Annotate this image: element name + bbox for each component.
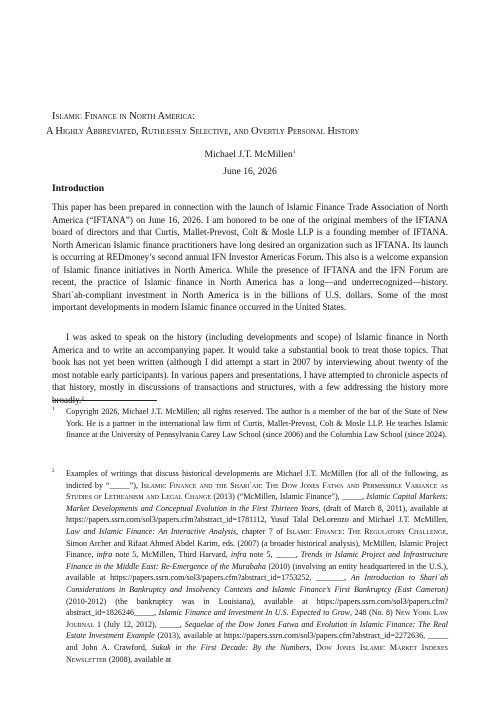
fn2-segment: , Simon Archer and Rifaat Ahmed Abdel Karim, eds. (2007) (a broader historical analysis), McMillen, Islamic Project Finance, (66, 526, 448, 560)
fn2-segment: (2010-2012) (the bankruptcy was in Louisiana), available at https://papers.ssrn.com/sol3/papers.cfm?abstract_id=1826246_____, (66, 596, 448, 618)
fn2-signal: infra (230, 550, 247, 560)
author-line (52, 146, 448, 161)
section-heading: Introduction (52, 183, 105, 194)
paragraph-2-text: I was asked to speak on the history (including developments and scope) of Islamic finance in North America and to write an accompanying paper. It would take a substantial book to treat those topics. That book has not yet been written (although I did attempt a start in 2007 by interviewing about twenty of the most notable early participants). In various papers and presentations, I have attempted to chronicle aspects of that history, mostly in discussions of transactions and structures, with a few addressing the history more broadly. (52, 332, 448, 405)
fn2-segment: (2008), available at (106, 654, 172, 664)
fn2-article-title: An Introduction to Shari`ah Considerations in Bankruptcy and Insolvency Contexts and Islamic Finance’s First Bankruptcy (East Cameron) (66, 573, 448, 594)
fn2-article-title: Islamic Finance and Investment In U.S. Expected to Grow (158, 608, 350, 618)
fn2-article-title: Law and Islamic Finance: An Interactive Analysis (66, 526, 237, 536)
author-name: Michael J.T. McMillen (204, 149, 293, 160)
fn2-segment: 1 (July 12, 2012), _____, (94, 619, 185, 629)
paper-title-line2: A Highly Abbreviated, Ruthlessly Selective, and Overtly Personal History (46, 126, 360, 137)
fn2-book-title: Islamic Finance and the Shari`ah: The Dow Jones Fatwa and Permissible Variance as Studies of Letheanism and Legal Change (66, 480, 448, 502)
fn2-book-title: Islamic Finance: The Regulatory Challenge (286, 526, 446, 536)
paper-date: June 16, 2026 (223, 166, 277, 177)
fn2-segment: note 5, McMillen, Third Harvard, (112, 550, 231, 560)
fn2-article-title: Sukuk in the First Decade: By the Numbers (151, 642, 310, 652)
fn2-article-title: Islamic Capital Markets: Market Developments and Conceptual Evolution in the First Thirteen Years, (66, 492, 448, 513)
fn2-segment: , (309, 642, 317, 652)
fn2-segment: (2010) (involving an entity headquartered in the U.S.), available at https://papers.ssrn.com/sol3/papers.cfm?abstract_id=1753252, _______, (66, 561, 449, 583)
footnote-divider (52, 400, 157, 401)
paragraph-2 (52, 331, 448, 406)
fn2-segment: (2013) (“McMillen, Islamic Finance”), _____, (211, 492, 367, 502)
fn2-segment: (2013), available at https://papers.ssrn.com/sol3/papers.cfm?abstract_id=2272636, _____ and John A. Crawford, (66, 631, 448, 652)
footnote-1-text: Copyright 2026, Michael J.T. McMillen; all rights reserved. The author is a member of the bar of the State of New York. He is a partner in the international law firm of Curtis, Mallet-Prevost, Colt & Mosle LLP. He teaches Islamic finance at the University of Pennsylvania Carey Law School (since 2006) and the Columbia Law School (since 2024). (66, 407, 448, 440)
footnote-2-number: 2 (52, 469, 55, 474)
fn2-journal: New York Law Journal (66, 608, 448, 629)
fn2-article-title: Trends in Islamic Project and Infrastructure Finance in the Middle East: Re-Emergence of the Murabaha (66, 550, 448, 571)
fn2-signal: infra (96, 550, 113, 560)
fn2-segment: note 5, _____, (246, 550, 301, 560)
fn2-segment: , chapter 7 of (236, 526, 287, 536)
author-footnote-mark: 1 (292, 149, 296, 155)
footnote-2 (52, 468, 448, 665)
footnote-2-mark: 2 (81, 396, 84, 402)
paper-title-line1: Islamic Finance in North America: (52, 111, 196, 122)
footnote-1-number: 1 (52, 407, 55, 412)
fn2-segment: Examples of writings that discuss historical developments are Michael J.T. McMillen (for all of the following, as indicted by “_____”), (66, 469, 448, 490)
fn2-segment: , 248 (No. 8) (349, 608, 396, 618)
paragraph-1: This paper has been prepared in connection with the launch of Islamic Finance Trade Association of North America (“IFTANA”) on June 16, 2026. I am honored to be one of the original members of the IFTANA board of directors and that Curtis, Mallet-Prevost, Colt & Mosle LLP is a founding member of IFTANA. North American Islamic finance practitioners have long desired an organization such as IFTANA. Its launch is occurring at REDmoney’s second annual IFN Investor Americas Forum. This also is a welcome expansion of Islamic finance initiatives in North America. While the presence of IFTANA and the IFN Forum are recent, the practice of Islamic finance in North America has a long—and underrecognized—history. Shari`ah-compliant investment in North America is in the billions of U.S. dollars. Some of the most important developments in modern Islamic finance occurred in the United States. (52, 202, 448, 312)
fn2-article-title: Sequelae of the Dow Jones Fatwa and Evolution in Islamic Finance: The Real Estate Investment Example (66, 619, 448, 641)
footnote-2-text (66, 468, 448, 665)
footnote-1 (52, 406, 448, 441)
fn2-segment: (draft of March 8, 2011), available at https://papers.ssrn.com/sol3/papers.cfm?abstract_id=1781112, Yusuf Talal DeLorenzo and Michael J.T. McMillen, (66, 503, 448, 525)
fn2-journal: Dow Jones Islamic Market Indexes Newsletter (66, 642, 448, 664)
